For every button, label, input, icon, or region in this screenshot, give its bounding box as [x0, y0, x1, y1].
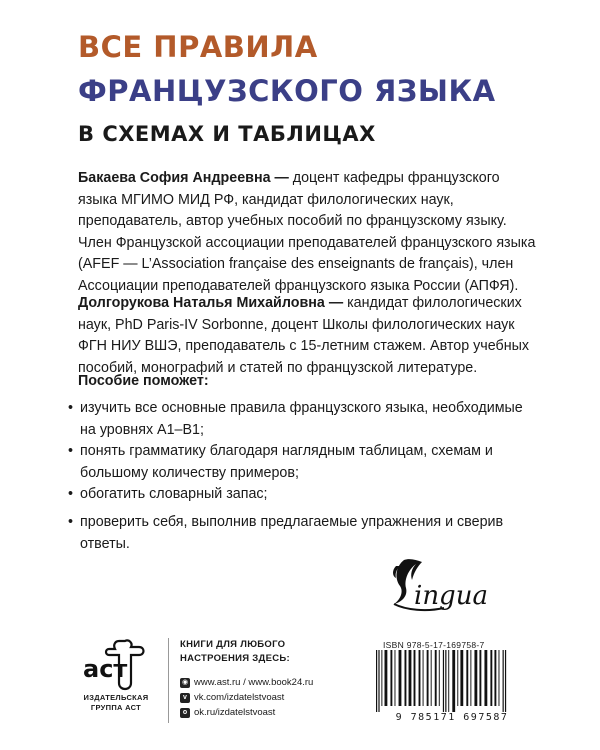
link-ok-text[interactable]: ok.ru/izdatelstvoast — [194, 707, 276, 718]
barcode-bar — [395, 650, 396, 706]
benefit-item — [68, 441, 538, 484]
barcode-bar — [385, 650, 388, 706]
barcode-bar — [505, 650, 506, 712]
barcode-bar — [470, 650, 471, 706]
bullet-icon: • — [68, 486, 74, 502]
barcode-bar — [414, 650, 416, 706]
benefit-text-2: понять грамматику благодаря наглядным таблицам, схемам и большому количеству примеров; — [80, 443, 493, 481]
link-vk-text[interactable]: vk.com/izdatelstvoast — [194, 692, 285, 703]
title-subtitle: В СХЕМАХ И ТАБЛИЦАХ — [78, 122, 376, 146]
barcode-bar — [484, 650, 487, 706]
barcode-bar — [399, 650, 402, 706]
barcode-bar — [490, 650, 492, 706]
barcode-bar — [457, 650, 458, 706]
bullet-icon: • — [68, 514, 74, 530]
benefit-item — [68, 512, 538, 555]
bullet-icon: • — [68, 400, 74, 416]
author-name-2: Долгорукова Наталья Михайловна — — [78, 295, 344, 311]
barcode-bar — [466, 650, 468, 706]
bullet-icon: • — [68, 443, 74, 459]
svg-text:ingua: ingua — [414, 581, 488, 611]
barcode-bar — [381, 650, 382, 706]
barcode — [372, 650, 532, 712]
barcode-bar — [503, 650, 504, 712]
books-heading — [180, 638, 290, 666]
barcode-bar — [435, 650, 437, 706]
benefit-text-3: обогатить словарный запас; — [80, 486, 268, 502]
barcode-bar — [452, 650, 455, 712]
barcode-bar — [448, 650, 449, 712]
barcode-bar — [460, 650, 463, 706]
title-line-2: ФРАНЦУЗСКОГО ЯЗЫКА — [78, 74, 496, 108]
author-text-2: кандидат филологических наук, PhD Paris-IV Sorbonne, доцент Школы филологических наук ФГН НИУ ВШЭ, преподаватель с 15-летним стажем. Автор учебных пособий, монографий и статей по французской литературе. — [78, 295, 530, 376]
ok-icon: o — [180, 708, 190, 718]
ast-logo-icon — [75, 635, 153, 697]
barcode-bar — [419, 650, 421, 706]
barcode-bar — [499, 650, 500, 706]
author-text-1: доцент кафедры французского языка МГИМО МИД РФ, кандидат филологических наук, преподаватель, автор учебных пособий по французскому языку. Член Французской ассоциации преподавателей французского языка (AFEF — L’Association française des enseignants de français), член Ассоциации преподавателей французского языка России (АПФЯ). — [78, 170, 536, 294]
isbn-label: ISBN 978-5-17-169758-7 — [383, 640, 485, 650]
benefit-text-1: изучить все основные правила французского языка, необходимые на уровнях А1–В1; — [80, 400, 523, 438]
author-name-1: Бакаева София Андреевна — — [78, 170, 289, 186]
link-website-text[interactable]: www.ast.ru / www.book24.ru — [194, 677, 314, 688]
barcode-bar — [439, 650, 440, 706]
barcode-bar — [445, 650, 446, 712]
link-ok[interactable] — [180, 705, 313, 720]
author-bio-2 — [78, 293, 538, 379]
barcode-bar — [494, 650, 496, 706]
barcode-bar — [423, 650, 424, 706]
barcode-bar — [479, 650, 481, 706]
benefit-text-4: проверить себя, выполнив предлагаемые упражнения и сверив ответы. — [80, 514, 504, 552]
publisher-caption — [74, 693, 158, 713]
books-heading-line-2: НАСТРОЕНИЯ ЗДЕСЬ: — [180, 653, 291, 664]
author-bio-1 — [78, 168, 538, 297]
barcode-bar — [376, 650, 377, 712]
barcode-bar — [409, 650, 412, 706]
publisher-caption-line-2: ГРУППА АСТ — [90, 703, 142, 712]
ast-logo-text: аст — [83, 655, 128, 683]
barcode-bar — [427, 650, 429, 706]
www-icon: ◉ — [181, 678, 189, 686]
barcode-bar — [378, 650, 379, 712]
benefit-item — [68, 398, 538, 441]
barcode-bar — [431, 650, 432, 706]
vk-icon: v — [180, 693, 190, 703]
barcode-bar — [474, 650, 477, 706]
footer-divider — [168, 638, 169, 723]
link-vk[interactable] — [180, 690, 313, 705]
title-line-1: ВСЕ ПРАВИЛА — [78, 30, 318, 64]
publisher-links — [180, 675, 313, 720]
link-website[interactable] — [180, 675, 313, 690]
barcode-bar — [443, 650, 444, 712]
barcode-bar — [405, 650, 407, 706]
barcode-bar — [390, 650, 392, 706]
publisher-caption-line-1: ИЗДАТЕЛЬСКАЯ — [83, 693, 149, 702]
lingua-logo — [386, 552, 496, 614]
benefit-item — [68, 484, 538, 506]
barcode-digits: 9 785171 697587 — [395, 712, 509, 723]
books-heading-line-1: КНИГИ ДЛЯ ЛЮБОГО — [180, 639, 286, 650]
benefits-heading: Пособие поможет: — [78, 373, 209, 389]
